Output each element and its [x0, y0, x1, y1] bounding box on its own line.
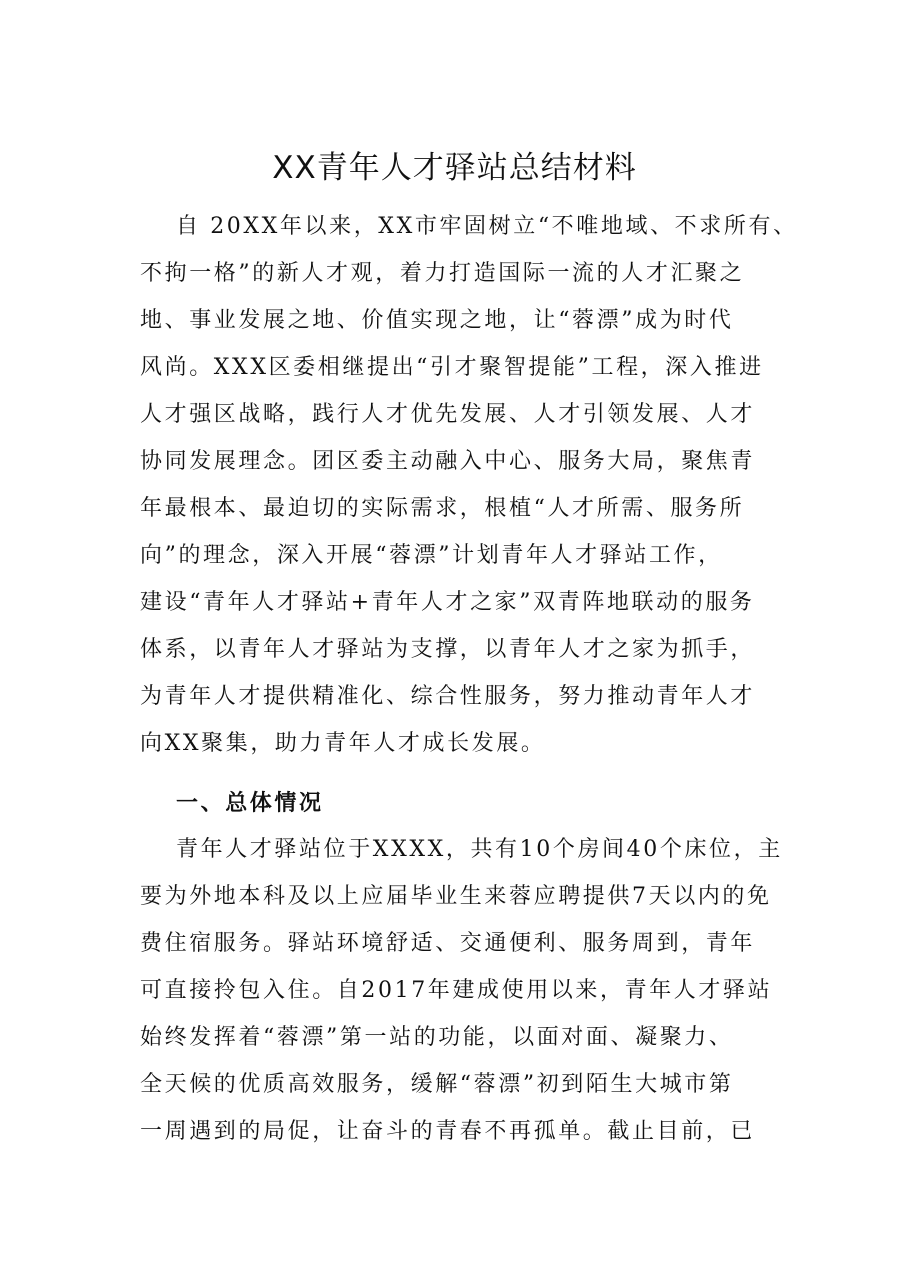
paragraph-line: 地、事业发展之地、价值实现之地，让“蓉漂”成为时代 [140, 308, 734, 333]
paragraph-overview [140, 826, 840, 1155]
paragraph-line: 自 20XX年以来，XX市牢固树立“不唯地域、不求所有、 [176, 214, 798, 239]
section-heading: 一、总体情况 [176, 791, 324, 816]
paragraph-line: 要为外地本科及以上应届毕业生来蓉应聘提供7天以内的免 [140, 884, 772, 909]
document-title: XX青年人才驿站总结材料 [272, 150, 637, 186]
paragraph-line: 协同发展理念。团区委主动融入中心、服务大局，聚焦青 [140, 449, 756, 474]
paragraph-line: 人才强区战略，践行人才优先发展、人才引领发展、人才 [140, 402, 756, 427]
paragraph-intro [140, 203, 840, 767]
paragraph-line: 为青年人才提供精准化、综合性服务，努力推动青年人才 [140, 684, 756, 709]
paragraph-line: 始终发挥着“蓉漂”第一站的功能，以面对面、凝聚力、 [140, 1025, 734, 1050]
paragraph-line: 向”的理念，深入开展“蓉漂”计划青年人才驿站工作， [140, 543, 723, 568]
paragraph-line: 费住宿服务。驿站环境舒适、交通便利、服务周到，青年 [140, 931, 756, 956]
paragraph-line: 建设“青年人才驿站+青年人才之家”双青阵地联动的服务 [140, 590, 755, 615]
paragraph-line: 可直接拎包入住。自2017年建成使用以来，青年人才驿站 [140, 978, 773, 1003]
paragraph-line: 青年人才驿站位于XXXX，共有10个房间40个床位，主 [176, 837, 783, 862]
paragraph-line: 年最根本、最迫切的实际需求，根植“人才所需、服务所 [140, 496, 745, 521]
paragraph-line: 风尚。XXX区委相继提出“引才聚智提能”工程，深入推进 [140, 355, 764, 380]
paragraph-line: 全天候的优质高效服务，缓解“蓉漂”初到陌生大城市第 [140, 1072, 734, 1097]
paragraph-line: 一周遇到的局促，让奋斗的青春不再孤单。截止目前，已 [140, 1119, 756, 1144]
paragraph-line: 向XX聚集，助力青年人才成长发展。 [140, 731, 546, 756]
paragraph-line: 体系，以青年人才驿站为支撑，以青年人才之家为抓手， [140, 637, 756, 662]
paragraph-line: 不拘一格”的新人才观，着力打造国际一流的人才汇聚之 [140, 261, 745, 286]
